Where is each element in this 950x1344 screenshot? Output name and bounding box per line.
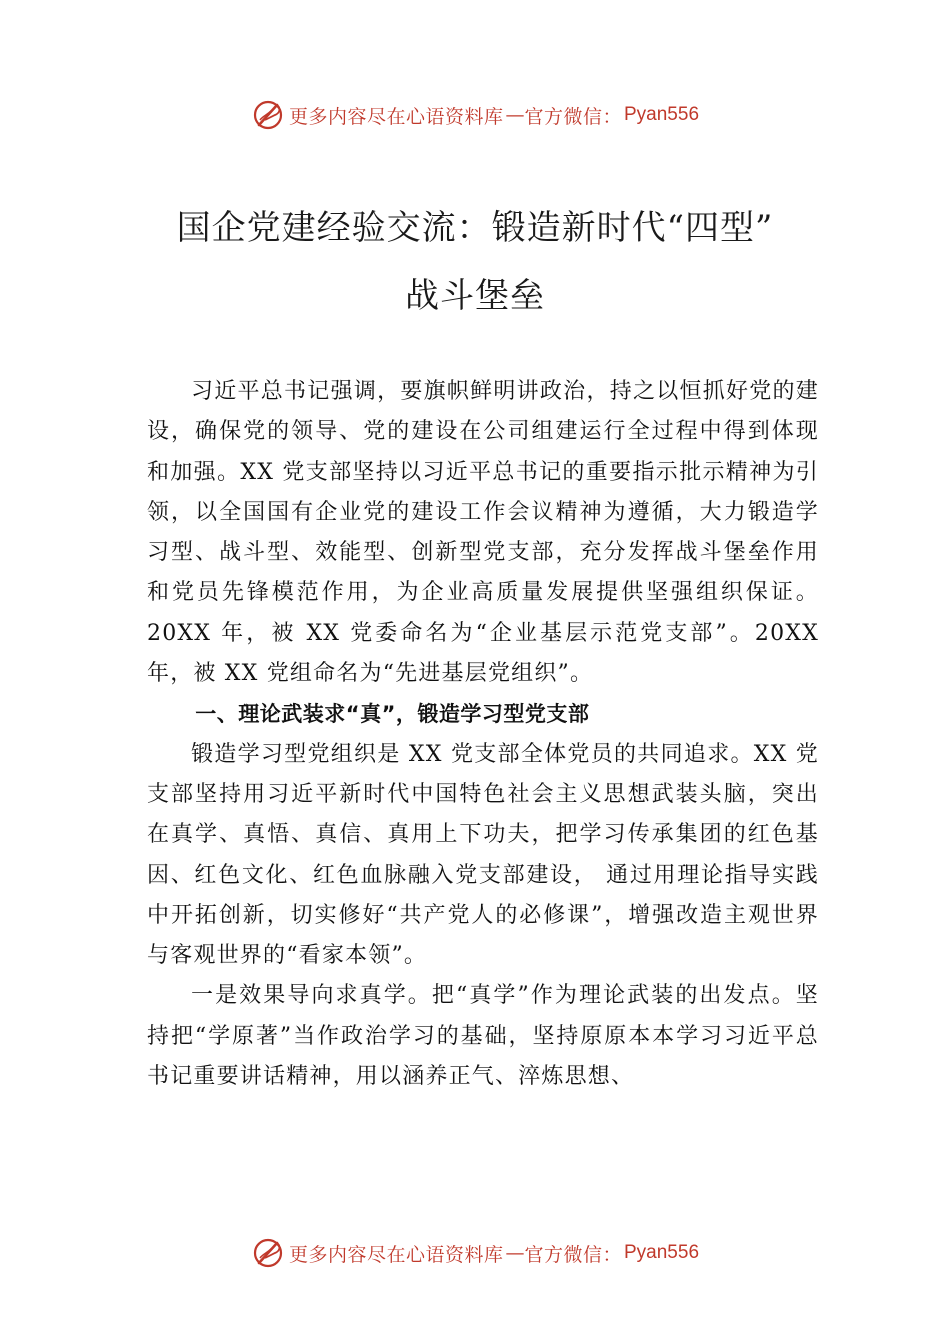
wechat-label: 官方微信： xyxy=(524,1243,622,1266)
section-paragraph: 锻造学习型党组织是 XX 党支部全体党员的共同追求。XX 党支部坚持用习近平新时代中国特色社会主义思想武装头脑，突出在真学、真悟、真信、真用上下功夫，把学习传承集团的红色基因、红色文化、红色血脉融入党支部建设， 通过用理论指导实践中开拓创新，切实修好“共产党人的必修课”，增强改造主观世界与客观世界的“看家本领”。 xyxy=(147,741,819,969)
wechat-label: 官方微信： xyxy=(524,105,622,128)
intro-paragraph: 习近平总书记强调，要旗帜鲜明讲政治，持之以恒抓好党的建设，确保党的领导、党的建设在公司组建运行全过程中得到体现和加强。XX 党支部坚持以习近平总书记的重要指示批示精神为引领，以全国国有企业党的建设工作会议精神为遵循，大力锻造学习型、战斗型、效能型、创新型党支部，充分发挥战斗堡垒作用和党员先锋模范作用，为企业高质量发展提供坚强组织保证。20XX 年，被 XX 党委命名为“企业基层示范党支部”。20XX 年，被 XX 党组命名为“先进基层党组织”。 xyxy=(147,379,819,687)
quill-seal-icon xyxy=(251,1236,285,1270)
banner-separator: — xyxy=(505,104,525,126)
brand-name: 更多内容尽在心语资料库 xyxy=(288,105,504,128)
document-body xyxy=(147,372,819,1097)
header-banner xyxy=(0,95,950,135)
section-heading: 一、理论武装求“真”，锻造学习型党支部 xyxy=(195,702,590,727)
quill-seal-icon xyxy=(251,98,285,132)
footer-banner xyxy=(0,1233,950,1273)
banner-separator: — xyxy=(505,1242,525,1264)
wechat-handle: Pyan556 xyxy=(624,104,700,125)
document-title-line1: 国企党建经验交流：锻造新时代“四型” xyxy=(176,208,774,248)
wechat-handle: Pyan556 xyxy=(624,1242,700,1263)
document-title-line2: 战斗堡垒 xyxy=(405,276,545,316)
brand-name: 更多内容尽在心语资料库 xyxy=(288,1243,504,1266)
section-paragraph: 一是效果导向求真学。把“真学”作为理论武装的出发点。坚持把“学原著”当作政治学习的基础，坚持原原本本学习习近平总书记重要讲话精神，用以涵养正气、淬炼思想、 xyxy=(147,983,819,1090)
